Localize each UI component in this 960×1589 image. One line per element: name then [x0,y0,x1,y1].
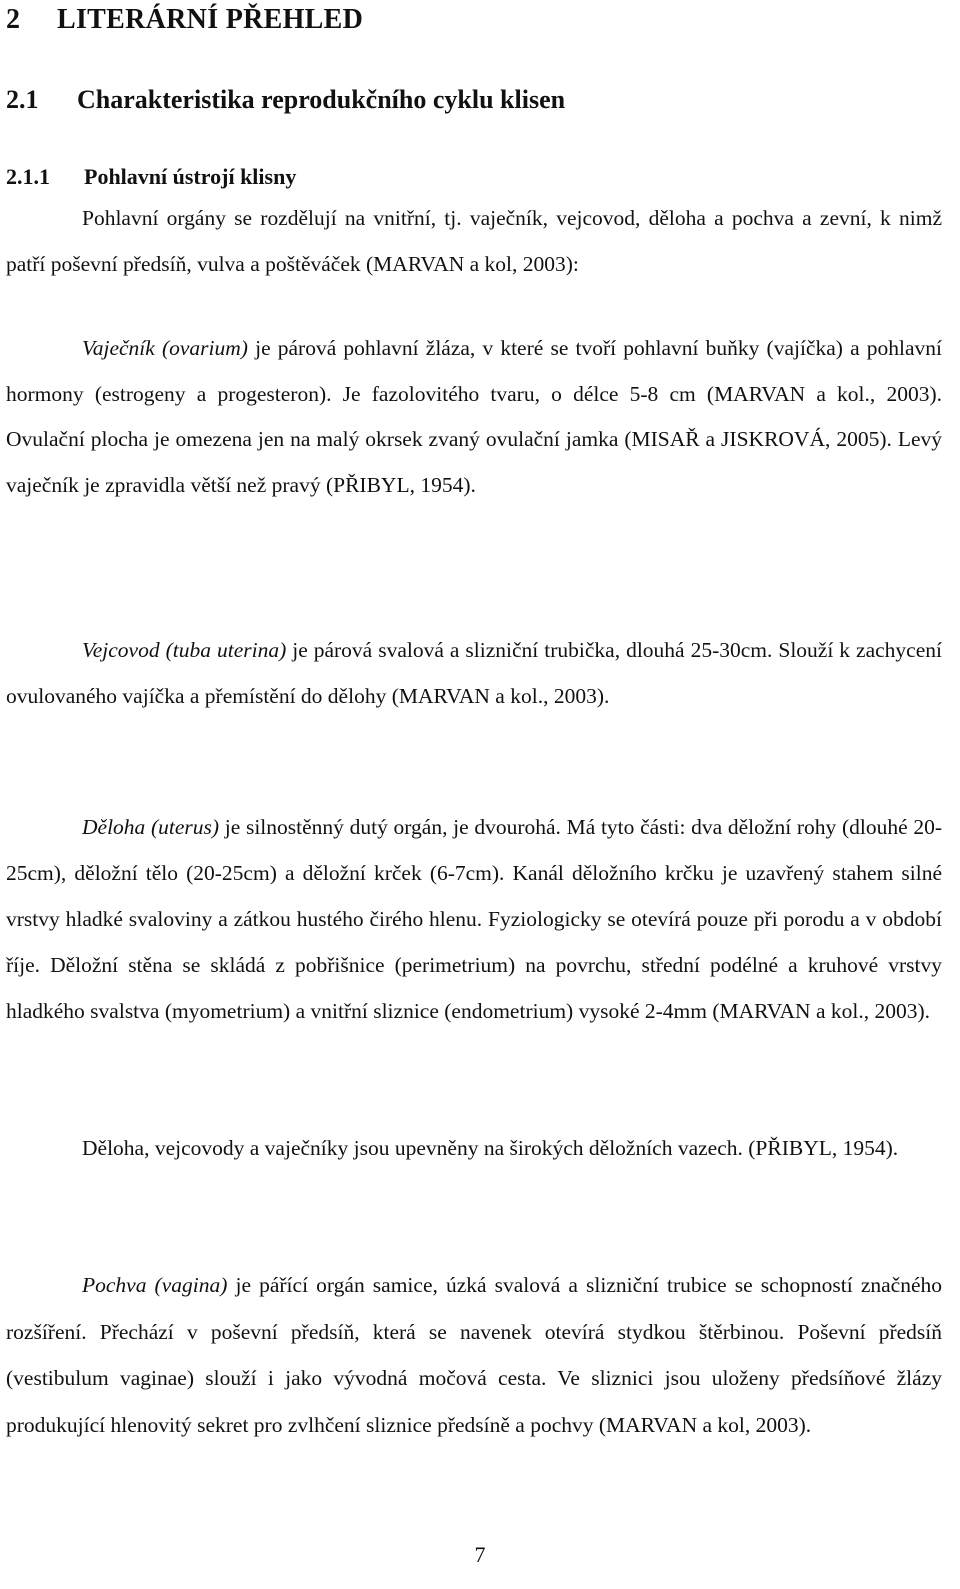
paragraph-oviduct-text: je párová svalová a slizniční trubička, dlouhá 25-30cm. Slouží k zachycení ovulovaného vajíčka a přemístění do dělohy (MARVAN a kol., 2003). [6,638,942,708]
section-heading [6,85,565,115]
page-number: 7 [474,1542,486,1567]
subsection-number: 2.1.1 [6,164,50,189]
paragraph-oviduct [6,627,942,719]
paragraph-uterus-text: je silnostěnný dutý orgán, je dvourohá. Má tyto části: dva děložní rohy (dlouhé 20-25cm), děložní tělo (20-25cm) a děložní krček (6-7cm). Kanál děložního krčku je uzavřený stahem silné vrstvy hladké svaloviny a zátkou hustého čirého hlenu. Fyziologicky se otevírá pouze při porodu a v období říje. Děložní stěna se skládá z pobřišnice (perimetrium) na povrchu, střední podélné a kruhové vrstvy hladkého svalstva (myometrium) a vnitřní sliznice (endometrium) vysoké 2-4mm (MARVAN a kol., 2003). [6,815,942,1023]
paragraph-uterus [6,804,942,1034]
chapter-number: 2 [6,4,21,35]
subsection-title: Pohlavní ústrojí klisny [84,164,297,189]
paragraph-ovary-text: je párová pohlavní žláza, v které se tvoří pohlavní buňky (vajíčka) a pohlavní hormony (estrogeny a progesteron). Je fazolovitého tvaru, o délce 5-8 cm (MARVAN a kol., 2003). Ovulační plocha je omezena jen na malý okrsek zvaný ovulační jamka (MISAŘ a JISKROVÁ, 2005). Levý vaječník je zpravidla větší než pravý (PŘIBYL, 1954). [6,336,942,497]
chapter-title: LITERÁRNÍ PŘEHLED [57,4,364,35]
subsection-heading [6,164,296,190]
section-title: Charakteristika reprodukčního cyklu klisen [77,85,566,114]
paragraph-vagina-text: je pářící orgán samice, úzká svalová a slizniční trubice se schopností značného rozšíření. Přechází v poševní předsíň, která se navenek otevírá stydkou štěrbinou. Poševní předsíň (vestibulum vaginae) slouží i jako vývodná močová cesta. Ve sliznici jsou uloženy předsíňové žlázy produkující hlenovitý sekret pro zvlhčení sliznice předsíně a pochvy (MARVAN a kol, 2003). [6,1273,942,1437]
chapter-heading [6,4,363,36]
term-oviduct: Vejcovod (tuba uterina) [82,638,287,662]
paragraph-ovary [6,326,942,508]
paragraph-ligaments: Děloha, vejcovody a vaječníky jsou upevněny na širokých děložních vazech. (PŘIBYL, 1954). [82,1136,899,1160]
term-ovary: Vaječník (ovarium) [82,336,248,360]
paragraph-vagina [6,1262,942,1448]
term-vagina: Pochva (vagina) [82,1273,228,1297]
section-number: 2.1 [6,85,39,114]
term-uterus: Děloha (uterus) [82,815,220,839]
paragraph-intro: Pohlavní orgány se rozdělují na vnitřní, tj. vaječník, vejcovod, děloha a pochva a zevní, k nimž patří poševní předsíň, vulva a poštěváček (MARVAN a kol, 2003): [6,206,942,276]
